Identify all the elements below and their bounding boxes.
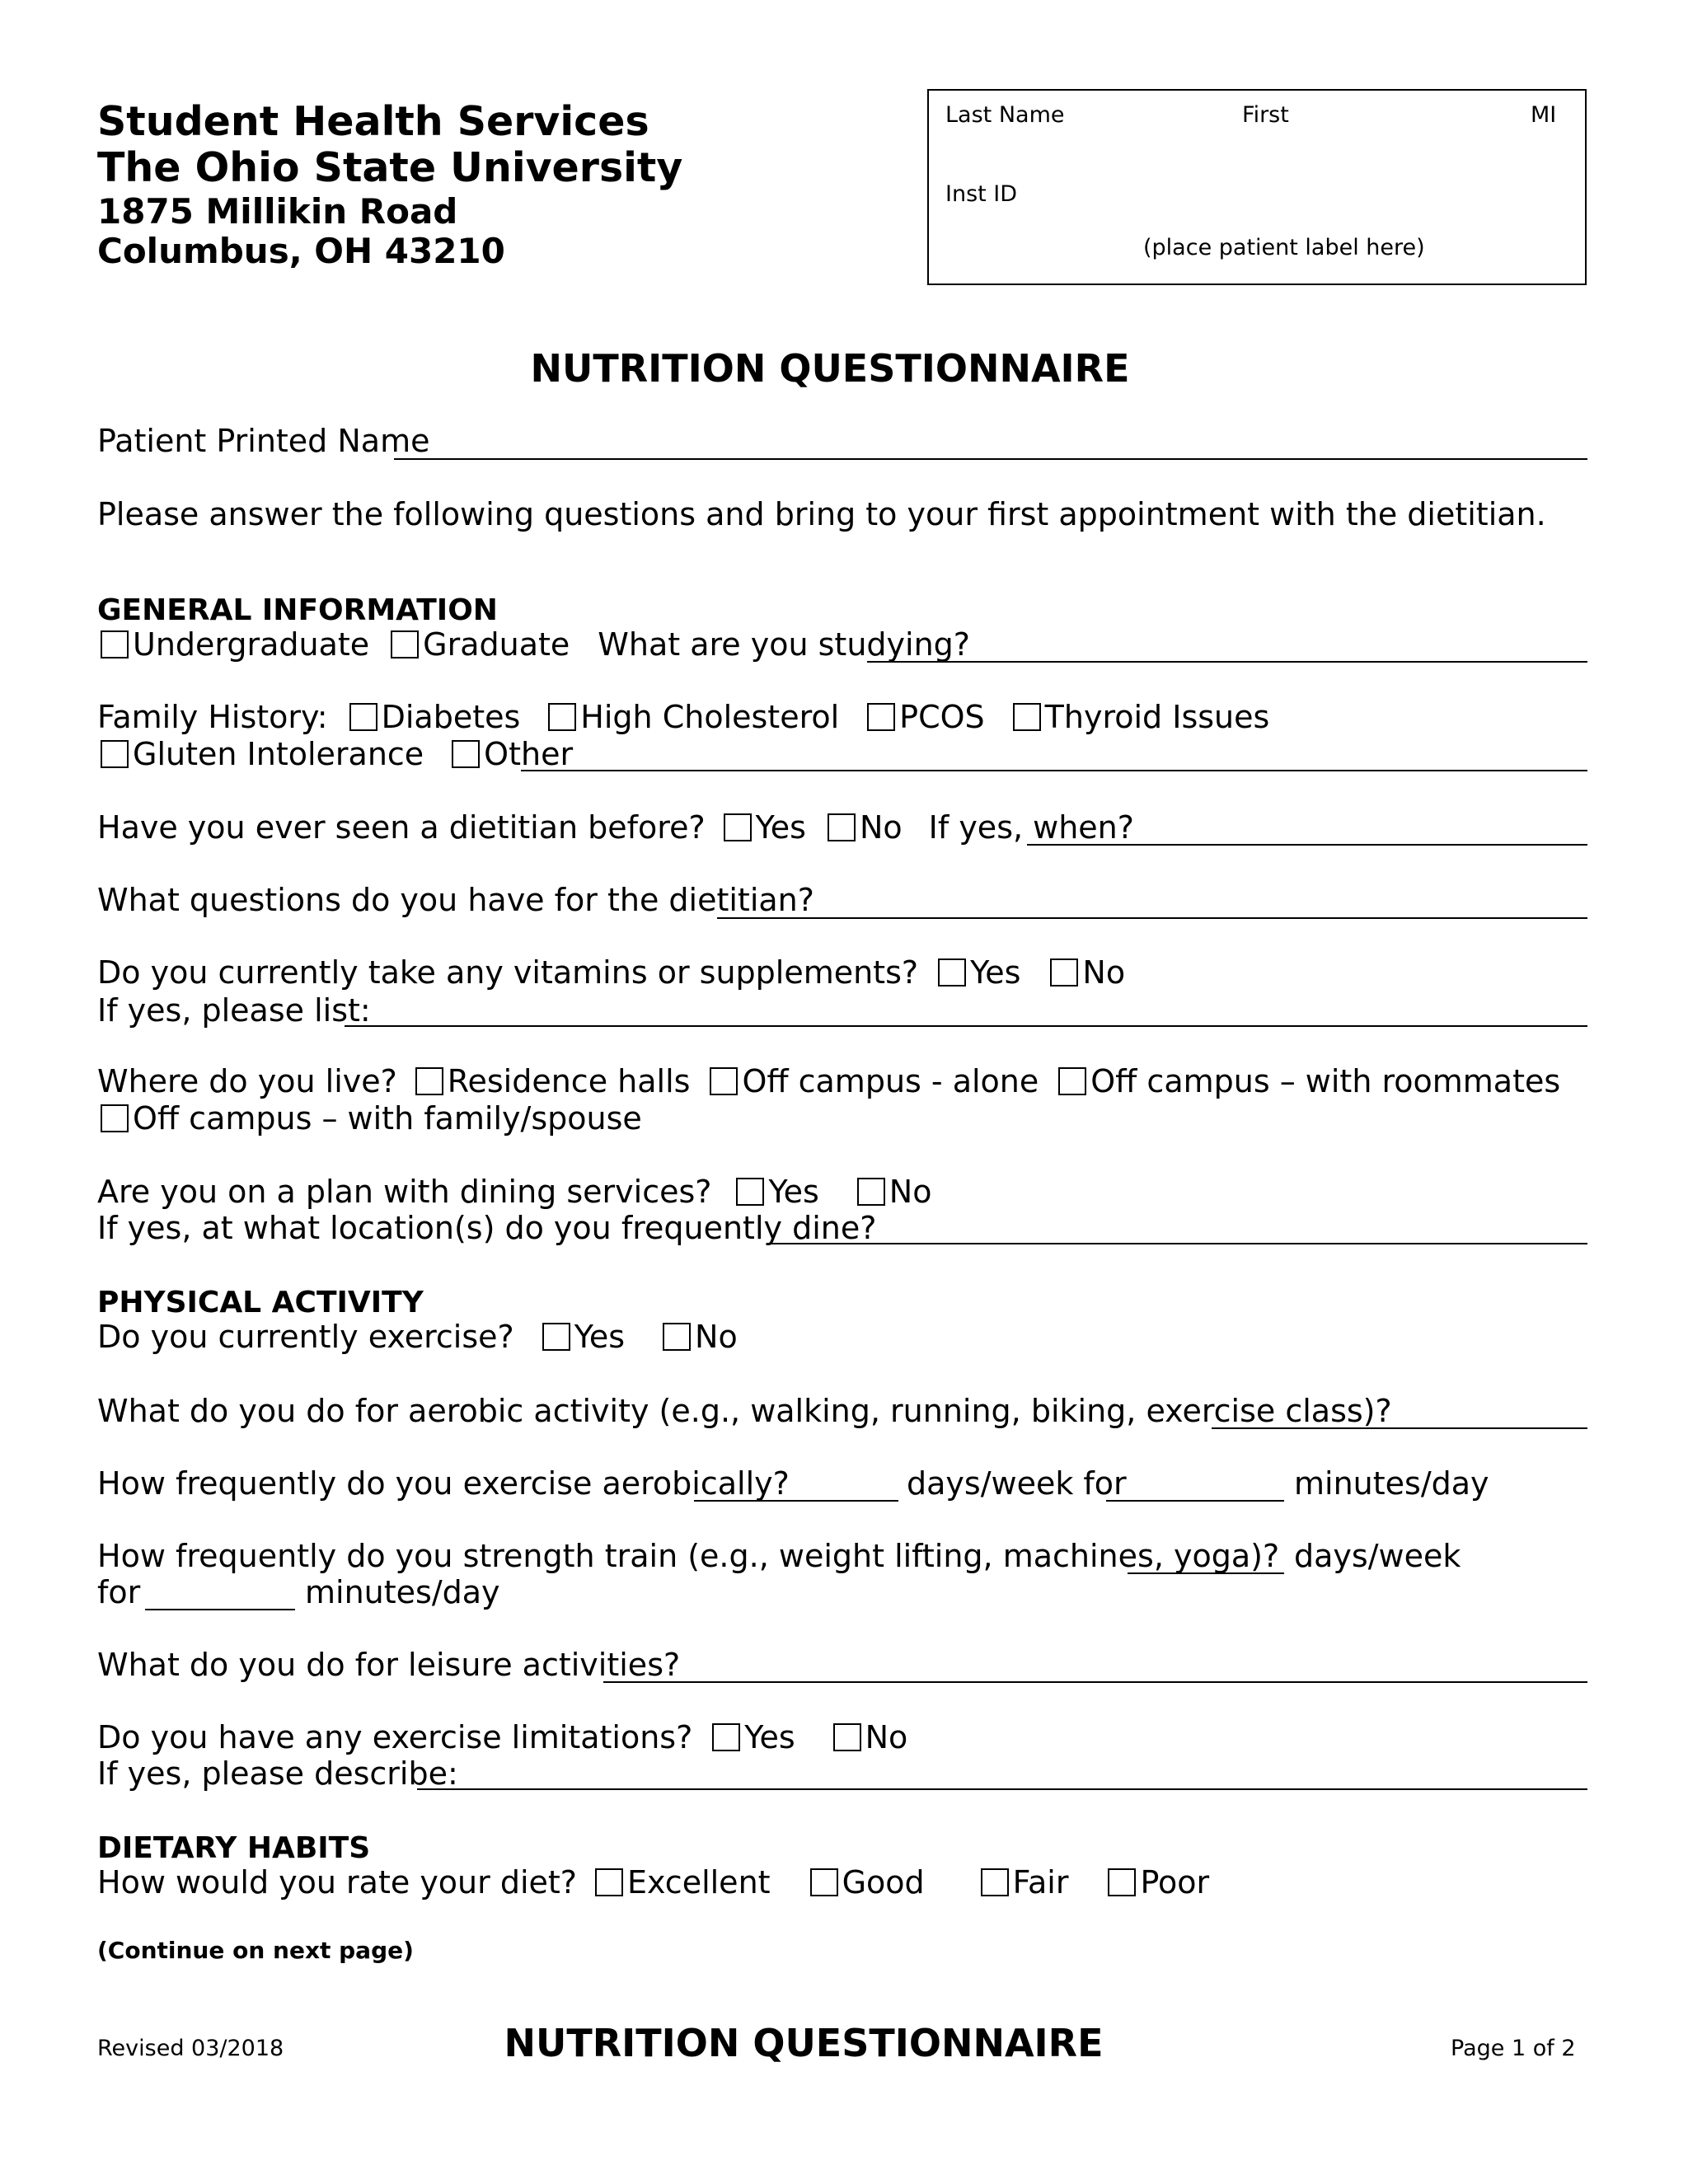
poor-label: Poor	[1140, 1864, 1210, 1900]
excellent-label: Excellent	[626, 1864, 771, 1900]
describe-field[interactable]	[417, 1788, 1587, 1790]
inst-id-label: Inst ID	[945, 181, 1018, 207]
off-campus-alone-checkbox[interactable]	[710, 1067, 738, 1095]
page-number: Page 1 of 2	[1451, 2036, 1576, 2061]
instructions: Please answer the following questions and bring to your first appointment with the dietitian.	[97, 496, 1546, 532]
section-general-heading: GENERAL INFORMATION	[97, 593, 498, 627]
high-cholesterol-label: High Cholesterol	[580, 699, 840, 735]
vitamins-row	[97, 954, 1125, 991]
aerobic-field[interactable]	[1212, 1427, 1587, 1429]
describe-label: If yes, please describe:	[97, 1755, 458, 1792]
page-title: NUTRITION QUESTIONNAIRE	[530, 346, 1130, 391]
address-street: 1875 Millikin Road	[97, 191, 458, 232]
strength-for-label: for	[97, 1574, 141, 1610]
diet-rating-label: How would you rate your diet?	[97, 1864, 577, 1900]
patient-name-field[interactable]	[394, 458, 1587, 460]
graduate-checkbox[interactable]	[391, 630, 419, 658]
continue-note: (Continue on next page)	[97, 1937, 414, 1964]
limitations-yes-checkbox[interactable]	[712, 1723, 740, 1751]
aerobic-label: What do you do for aerobic activity (e.g., walking, running, biking, exercise class)?	[97, 1393, 1392, 1429]
section-physical-heading: PHYSICAL ACTIVITY	[97, 1286, 424, 1319]
other-field[interactable]	[521, 770, 1587, 771]
pcos-label: PCOS	[899, 699, 985, 735]
where-live-row	[97, 1063, 1560, 1099]
dining-plan-row	[97, 1174, 931, 1210]
aerobic-freq-label: How frequently do you exercise aerobically?	[97, 1465, 790, 1502]
poor-checkbox[interactable]	[1108, 1868, 1136, 1896]
studying-field[interactable]	[867, 661, 1587, 663]
footer-title: NUTRITION QUESTIONNAIRE	[504, 2021, 1104, 2065]
dining-no-checkbox[interactable]	[857, 1178, 885, 1206]
aerobic-days-field[interactable]	[694, 1500, 898, 1502]
off-campus-roommates-label: Off campus – with roommates	[1090, 1063, 1561, 1099]
seen-no-checkbox[interactable]	[828, 813, 856, 841]
address-city: Columbus, OH 43210	[97, 231, 505, 271]
dining-yes-checkbox[interactable]	[736, 1178, 764, 1206]
excellent-checkbox[interactable]	[595, 1868, 623, 1896]
strength-days-field[interactable]	[1128, 1572, 1284, 1574]
strength-days-label: days/week	[1294, 1538, 1461, 1574]
exercise-label: Do you currently exercise?	[97, 1319, 514, 1355]
leisure-label: What do you do for leisure activities?	[97, 1647, 681, 1683]
family-history-row	[97, 699, 1269, 735]
diabetes-label: Diabetes	[381, 699, 521, 735]
if-yes-when-label: If yes, when?	[928, 809, 1134, 846]
good-label: Good	[842, 1864, 925, 1900]
strength-minutes-label: minutes/day	[305, 1574, 500, 1610]
seen-dietitian-row	[97, 809, 1134, 846]
dining-location-label: If yes, at what location(s) do you frequently dine?	[97, 1210, 877, 1246]
exercise-no-label: No	[695, 1319, 738, 1355]
seen-dietitian-label: Have you ever seen a dietitian before?	[97, 809, 706, 846]
pcos-checkbox[interactable]	[867, 703, 895, 731]
off-campus-family-label: Off campus – with family/spouse	[133, 1100, 642, 1137]
vitamins-yes-checkbox[interactable]	[938, 958, 966, 987]
limitations-yes-label: Yes	[744, 1719, 795, 1755]
limitations-label: Do you have any exercise limitations?	[97, 1719, 693, 1755]
exercise-no-checkbox[interactable]	[663, 1323, 691, 1351]
seen-yes-checkbox[interactable]	[724, 813, 752, 841]
diet-rating-row	[97, 1864, 1209, 1900]
patient-name-label: Patient Printed Name	[97, 423, 430, 459]
where-live-label: Where do you live?	[97, 1063, 397, 1099]
undergraduate-label: Undergraduate	[133, 626, 370, 663]
thyroid-label: Thyroid Issues	[1044, 699, 1270, 735]
gluten-label: Gluten Intolerance	[133, 736, 424, 772]
graduate-label: Graduate	[423, 626, 570, 663]
thyroid-checkbox[interactable]	[1013, 703, 1041, 731]
vitamins-no-checkbox[interactable]	[1050, 958, 1078, 987]
diabetes-checkbox[interactable]	[349, 703, 377, 731]
undergraduate-checkbox[interactable]	[101, 630, 129, 658]
exercise-yes-checkbox[interactable]	[542, 1323, 570, 1351]
off-campus-roommates-checkbox[interactable]	[1058, 1067, 1086, 1095]
revised-date: Revised 03/2018	[97, 2036, 284, 2061]
student-status-row	[101, 626, 970, 663]
label-placement-note: (place patient label here)	[1143, 235, 1425, 260]
vitamins-yes-label: Yes	[970, 954, 1021, 991]
university-name: The Ohio State University	[97, 144, 683, 191]
studying-label: What are you studying?	[598, 626, 970, 663]
dining-plan-label: Are you on a plan with dining services?	[97, 1174, 712, 1210]
leisure-field[interactable]	[603, 1681, 1587, 1683]
patient-label-box[interactable]	[927, 89, 1587, 285]
seen-yes-label: Yes	[755, 809, 806, 846]
family-history-label: Family History:	[97, 699, 328, 735]
dining-yes-label: Yes	[768, 1174, 819, 1210]
other-label: Other	[484, 736, 574, 772]
high-cholesterol-checkbox[interactable]	[548, 703, 576, 731]
limitations-no-checkbox[interactable]	[833, 1723, 861, 1751]
dining-location-field[interactable]	[767, 1243, 1587, 1244]
last-name-label: Last Name	[945, 102, 1065, 128]
aerobic-minutes-label: minutes/day	[1294, 1465, 1489, 1502]
vitamins-list-label: If yes, please list:	[97, 992, 371, 1029]
questions-field[interactable]	[717, 917, 1587, 919]
other-checkbox[interactable]	[452, 740, 480, 768]
gluten-checkbox[interactable]	[101, 740, 129, 768]
seen-no-label: No	[859, 809, 903, 846]
vitamins-label: Do you currently take any vitamins or supplements?	[97, 954, 919, 991]
aerobic-minutes-field[interactable]	[1106, 1500, 1284, 1502]
limitations-no-label: No	[865, 1719, 908, 1755]
where-live-row-2	[101, 1100, 642, 1137]
mi-label: MI	[1531, 102, 1557, 128]
dining-no-label: No	[889, 1174, 932, 1210]
exercise-row	[97, 1319, 738, 1355]
residence-halls-checkbox[interactable]	[415, 1067, 443, 1095]
strength-minutes-field[interactable]	[145, 1609, 295, 1610]
vitamins-no-label: No	[1082, 954, 1126, 991]
seen-when-field[interactable]	[1027, 844, 1587, 846]
vitamins-list-field[interactable]	[345, 1025, 1587, 1027]
aerobic-days-label: days/week for	[907, 1465, 1127, 1502]
questions-label: What questions do you have for the dietitian?	[97, 882, 814, 918]
clinic-name: Student Health Services	[97, 98, 649, 145]
fair-label: Fair	[1012, 1864, 1069, 1900]
residence-halls-label: Residence halls	[447, 1063, 691, 1099]
limitations-row	[97, 1719, 907, 1755]
good-checkbox[interactable]	[810, 1868, 838, 1896]
family-history-row-2	[101, 736, 573, 772]
off-campus-family-checkbox[interactable]	[101, 1104, 129, 1132]
exercise-yes-label: Yes	[574, 1319, 626, 1355]
fair-checkbox[interactable]	[981, 1868, 1009, 1896]
strength-label: How frequently do you strength train (e.g., weight lifting, machines, yoga)?	[97, 1538, 1280, 1574]
off-campus-alone-label: Off campus - alone	[742, 1063, 1039, 1099]
section-dietary-heading: DIETARY HABITS	[97, 1831, 371, 1865]
first-name-label: First	[1242, 102, 1289, 128]
